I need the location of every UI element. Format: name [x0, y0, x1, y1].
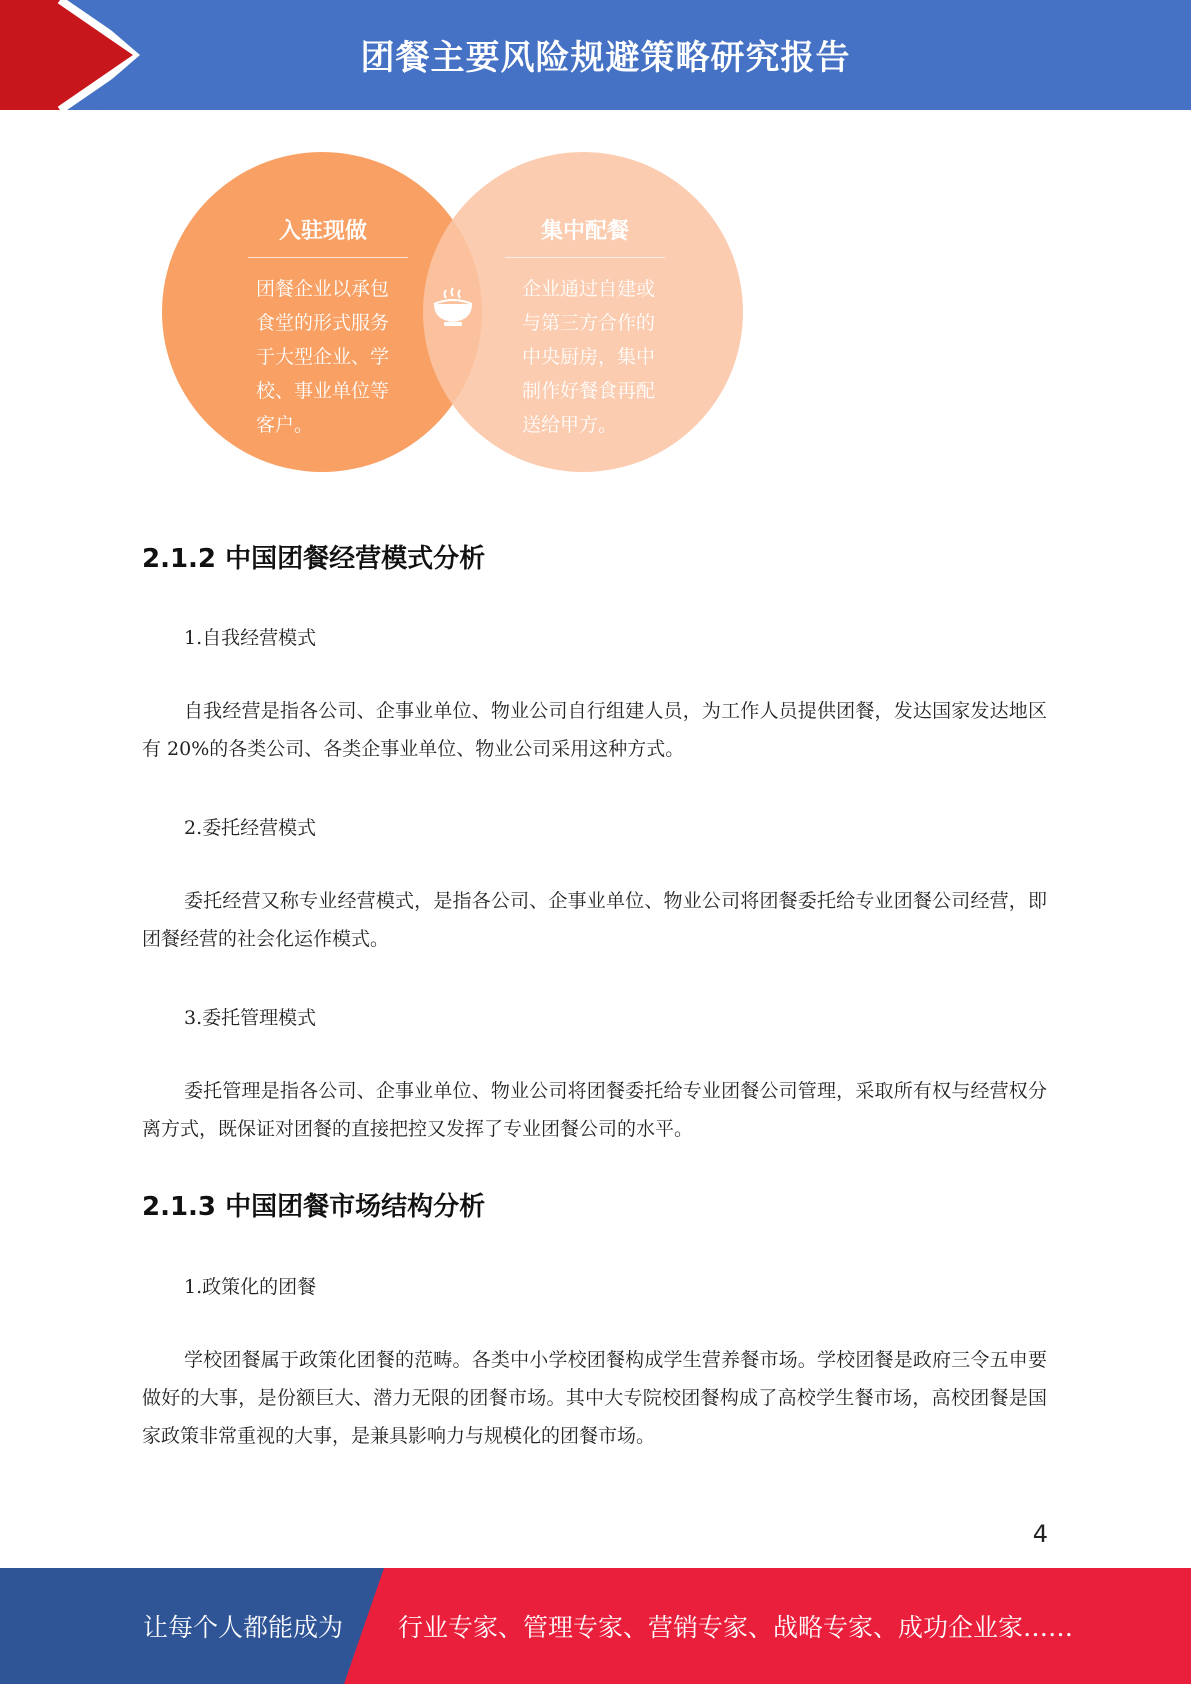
venn-diagram [160, 152, 750, 477]
venn-left-divider [248, 257, 408, 258]
venn-left-text: 团餐企业以承包 食堂的形式服务 于大型企业、学 校、事业单位等 客户。 [256, 278, 390, 436]
list-item-self-operation: 1.自我经营模式 [184, 627, 317, 649]
venn-right-title: 集中配餐 [540, 219, 629, 244]
list-item-entrusted-management: 3.委托管理模式 [184, 1007, 317, 1029]
list-item-entrusted-operation: 2.委托经营模式 [184, 817, 317, 839]
page-footer [0, 1568, 1191, 1684]
footer-slogan-right: 行业专家、管理专家、营销专家、战略专家、成功企业家…… [398, 1613, 1074, 1642]
rice-bowl-icon [428, 284, 478, 330]
report-title: 团餐主要风险规避策略研究报告 [360, 38, 851, 78]
paragraph-entrusted-operation: 委托经营又称专业经营模式，是指各公司、企事业单位、物业公司将团餐委托给专业团餐公司经营，即团餐经营的社会化运作模式。 [142, 890, 1047, 950]
venn-right-divider [505, 257, 665, 258]
footer-slogan-left: 让每个人都能成为 [143, 1613, 344, 1642]
page-number: 4 [1032, 1520, 1048, 1548]
section-heading-2-1-2: 2.1.2 中国团餐经营模式分析 [142, 544, 486, 574]
paragraph-policy-catering: 学校团餐属于政策化团餐的范畴。各类中小学校团餐构成学生营养餐市场。学校团餐是政府三令五申要做好的大事，是份额巨大、潜力无限的团餐市场。其中大专院校团餐构成了高校学生餐市场，高校团餐是国家政策非常重视的大事，是兼具影响力与规模化的团餐市场。 [142, 1349, 1047, 1447]
venn-left-title: 入驻现做 [278, 219, 367, 244]
venn-right-text: 企业通过自建或 与第三方合作的 中央厨房，集中 制作好餐食再配 送给甲方。 [522, 278, 656, 436]
section-heading-2-1-3: 2.1.3 中国团餐市场结构分析 [142, 1192, 486, 1222]
paragraph-entrusted-management: 委托管理是指各公司、企事业单位、物业公司将团餐委托给专业团餐公司管理，采取所有权与经营权分离方式，既保证对团餐的直接把控又发挥了专业团餐公司的水平。 [142, 1080, 1047, 1140]
list-item-policy-catering: 1.政策化的团餐 [184, 1276, 317, 1298]
paragraph-self-operation: 自我经营是指各公司、企事业单位、物业公司自行组建人员，为工作人员提供团餐，发达国家发达地区有 20%的各类公司、各类企事业单位、物业公司采用这种方式。 [142, 700, 1047, 760]
page-header [0, 0, 1191, 110]
